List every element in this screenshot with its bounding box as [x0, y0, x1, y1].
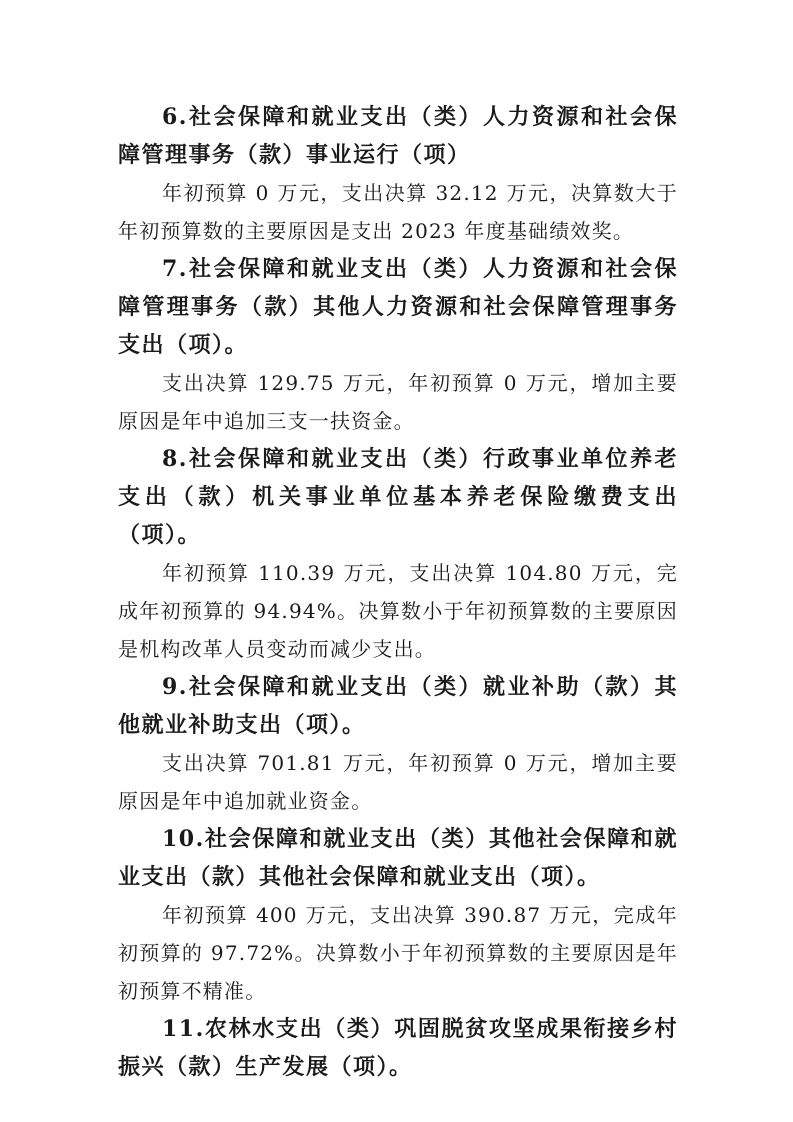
section-6-heading: 6.社会保障和就业支出（类）人力资源和社会保障管理事务（款）事业运行（项）: [118, 104, 678, 168]
section-8-body: 年初预算 110.39 万元，支出决算 104.80 万元，完成年初预算的 94.94%。决算数小于年初预算数的主要原因是机构改革人员变动而减少支出。: [118, 561, 678, 661]
document-page: [118, 98, 678, 1086]
section-8-heading: 8.社会保障和就业支出（类）行政事业单位养老支出（款）机关事业单位基本养老保险缴费支出（项）。: [118, 446, 678, 548]
section-10-heading: 10.社会保障和就业支出（类）其他社会保障和就业支出（款）其他社会保障和就业支出（项）。: [118, 826, 678, 890]
section-11-heading: 11.农林水支出（类）巩固脱贫攻坚成果衔接乡村振兴（款）生产发展（项）。: [118, 1016, 678, 1080]
section-9-heading: 9.社会保障和就业支出（类）就业补助（款）其他就业补助支出（项）。: [118, 674, 678, 738]
section-6-body: 年初预算 0 万元，支出决算 32.12 万元，决算数大于年初预算数的主要原因是支出 2023 年度基础绩效奖。: [118, 181, 678, 243]
section-10-body: 年初预算 400 万元，支出决算 390.87 万元，完成年初预算的 97.72%。决算数小于年初预算数的主要原因是年初预算不精准。: [118, 903, 678, 1003]
section-7-body: 支出决算 129.75 万元，年初预算 0 万元，增加主要原因是年中追加三支一扶资金。: [118, 371, 678, 433]
section-9-body: 支出决算 701.81 万元，年初预算 0 万元，增加主要原因是年中追加就业资金。: [118, 751, 678, 813]
section-7-heading: 7.社会保障和就业支出（类）人力资源和社会保障管理事务（款）其他人力资源和社会保障管理事务支出（项）。: [118, 256, 678, 358]
